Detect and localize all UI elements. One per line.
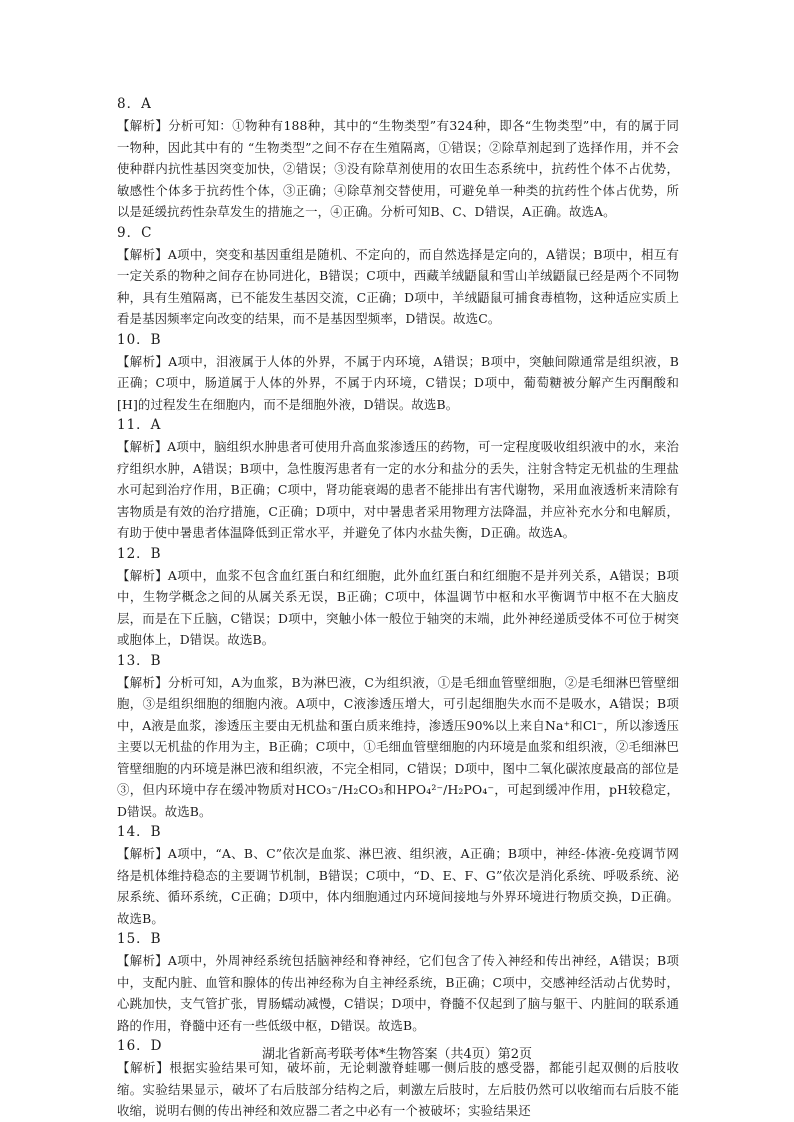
- question-number: 14．B: [117, 824, 162, 840]
- answer-item-10: [117, 330, 679, 416]
- answer-item-13: [117, 651, 679, 823]
- answer-item-8: [117, 94, 679, 223]
- question-number: 12．B: [117, 545, 162, 562]
- question-number: 13．B: [117, 652, 162, 669]
- question-number: 16．D: [117, 1038, 163, 1054]
- question-number: 9．C: [117, 224, 153, 241]
- question-explanation: 【解析】分析可知，A为血浆，B为淋巴液，C为组织液，①是毛细血管壁细胞，②是毛细淋巴管壁细胞，③是组织细胞的细胞内液。A项中，C液渗透压增大，可引起细胞失水而不是吸水，A错误；B项中，A液是血浆，渗透压主要由无机盐和蛋白质来维持，渗透压90%以上来自Na⁺和Cl⁻，所以渗透压主要以无机盐的作用为主，B正确；C项中，①毛细血管壁细胞的内环境是血浆和组织液，②毛细淋巴管壁细胞的内环境是淋巴液和组织液，不完全相同，C错误；D项中，图中二氧化碳浓度最高的部位是③，但内环境中存在缓冲物质对HCO₃⁻/H₂CO₃和HPO₄²⁻/H₂PO₄⁻，可起到缓冲作用，pH较稳定，D错误。故选B。: [117, 674, 679, 819]
- question-explanation: 【解析】A项中，“A、B、C”依次是血浆、淋巴液、组织液，A正确；B项中，神经-体液-免疫调节网络是机体维持稳态的主要调节机制，B错误；C项中，“D、E、F、G”依次是消化系统、呼吸系统、泌尿系统、循环系统，C正确；D项中，体内细胞通过内环境间接地与外界环境进行物质交换，D正确。故选B。: [117, 846, 679, 926]
- answer-item-9: [117, 223, 679, 330]
- answer-item-15: [117, 929, 679, 1036]
- question-explanation: 【解析】A项中，突变和基因重组是随机、不定向的，而自然选择是定向的，A错误；B项中，相互有一定关系的物种之间存在协同进化，B错误；C项中，西藏羊绒鼯鼠和雪山羊绒鼯鼠已经是两个不同物种，具有生殖隔离，已不能发生基因交流，C正确；D项中，羊绒鼯鼠可捕食毒植物，这种适应实质上看是基因频率定向改变的结果，而不是基因型频率，D错误。故选C。: [117, 246, 679, 326]
- page-footer: 湖北省新高考联考体*生物答案（共4页）第2页: [261, 1047, 533, 1062]
- question-number: 15．B: [117, 931, 162, 947]
- answer-item-11: [117, 415, 679, 544]
- question-explanation: 【解析】分析可知：①物种有188种，其中的“生物类型”有324种，即各“生物类型”中，有的属于同一物种，因此其中有的 “生物类型”之间不存在生殖隔离，①错误；②除草剂起到了选择作用，并不会使种群内抗性基因突变加快，②错误；③没有除草剂使用的农田生态系统中，抗药性个体不占优势，敏感性个体多于抗药性个体，③正确；④除草剂交替使用，可避免单一种类的抗药性个体占优势，所以是延缓抗药性杂草发生的措施之一，④正确。分析可知B、C、D错误，A正确。故选A。: [117, 118, 679, 219]
- question-explanation: 【解析】A项中，血浆不包含血红蛋白和红细胞，此外血红蛋白和红细胞不是并列关系，A错误；B项中，生物学概念之间的从属关系无误，B正确；C项中，体温调节中枢和水平衡调节中枢不在大脑皮层，而是在下丘脑，C错误；D项中，突触小体一般位于轴突的末端，此外神经递质受体不可位于树突或胞体上，D错误。故选B。: [117, 567, 679, 647]
- question-explanation: 【解析】A项中，外周神经系统包括脑神经和脊神经，它们包含了传入神经和传出神经，A错误；B项中，支配内脏、血管和腺体的传出神经称为自主神经系统，B正确；C项中，交感神经活动占优势时，心跳加快，支气管扩张，胃肠蠕动减慢，C错误；D项中，脊髓不仅起到了脑与躯干、内脏间的联系通路的作用，脊髓中还有一些低级中枢，D错误。故选B。: [117, 953, 679, 1033]
- question-number: 11．A: [117, 417, 162, 433]
- question-number: 8．A: [117, 96, 152, 112]
- answer-item-12: [117, 544, 679, 651]
- answer-item-14: [117, 822, 679, 929]
- question-number: 10．B: [117, 331, 162, 348]
- question-explanation: 【解析】A项中，泪液属于人体的外界，不属于内环境，A错误；B项中，突触间隙通常是组织液，B正确；C项中，肠道属于人体的外界，不属于内环境，C错误；D项中，葡萄糖被分解产生丙酮酸和[H]的过程发生在细胞内，而不是细胞外液，D错误。故选B。: [117, 353, 679, 412]
- question-explanation: 【解析】A项中，脑组织水肿患者可使用升高血浆渗透压的药物，可一定程度吸收组织液中的水，来治疗组织水肿，A错误；B项中，急性腹泻患者有一定的水分和盐分的丢失，注射含特定无机盐的生理盐水可起到治疗作用，B正确；C项中，肾功能衰竭的患者不能排出有害代谢物，采用血液透析来清除有害物质是有效的治疗措施，C正确；D项中，对中暑患者采用物理方法降温，并应补充水分和电解质，有助于使中暑患者体温降低到正常水平，并避免了体内水盐失衡，D正确。故选A。: [117, 439, 679, 540]
- answer-list: [117, 94, 679, 1122]
- question-explanation: 【解析】根据实验结果可知，破坏前，无论刺激脊蛙哪一侧后肢的感受器，都能引起双侧的后肢收缩。实验结果显示，破坏了右后肢部分结构之后，刺激左后肢时，左后肢仍然可以收缩而右后肢不能收缩，说明右侧的传出神经和效应器二者之中必有一个被破坏；实验结果还: [117, 1060, 679, 1118]
